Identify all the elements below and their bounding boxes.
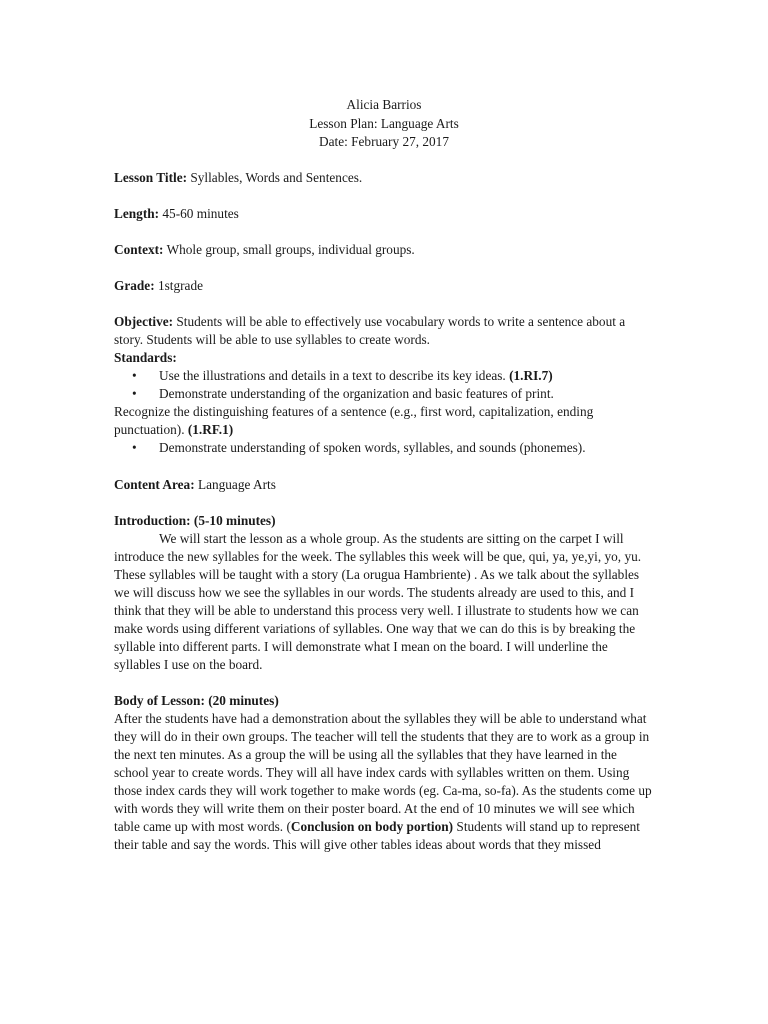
context-value: Whole group, small groups, individual groups. bbox=[163, 241, 415, 257]
objective-label: Objective: bbox=[114, 313, 174, 329]
body-of-lesson-paragraph bbox=[114, 710, 654, 854]
document-header bbox=[114, 96, 654, 152]
length-value: 45-60 minutes bbox=[159, 205, 239, 221]
standards-list-continued bbox=[114, 439, 654, 457]
list-item bbox=[114, 385, 654, 403]
context-label: Context: bbox=[114, 241, 164, 257]
lesson-title-label: Lesson Title: bbox=[114, 169, 188, 185]
lesson-title-field bbox=[114, 169, 654, 187]
list-item bbox=[114, 439, 654, 457]
objective-value: Students will be able to effectively use vocabulary words to write a sentence about a story. Students will be able to use syllables to create words. bbox=[114, 313, 626, 347]
standard-text: Use the illustrations and details in a text to describe its key ideas. bbox=[159, 367, 510, 383]
standard-text: Demonstrate understanding of spoken words, syllables, and sounds (phonemes). bbox=[159, 439, 586, 455]
objective-field bbox=[114, 313, 654, 349]
bullet-icon: • bbox=[132, 385, 137, 401]
standards-list bbox=[114, 367, 654, 403]
context-field bbox=[114, 241, 654, 259]
body-text: After the students have had a demonstration about the syllables they will be able to understand what they will do in their own groups. The teacher will tell the students that they are to work as a group in the next ten minutes. As a group the will be using all the syllables that they have learned in the school year to create words. They will all have index cards with syllables written on them. Using those index cards they will work together to make words (eg. Ca-ma, so-fa). As the students come up with words they will write them on their poster board. At the end of 10 minutes we will see which table came up with most words. ( bbox=[114, 710, 652, 834]
length-field bbox=[114, 205, 654, 223]
standard-code: (1.RF.1) bbox=[187, 421, 234, 437]
standard-text: Demonstrate understanding of the organization and basic features of print. bbox=[159, 385, 554, 401]
lesson-title-value: Syllables, Words and Sentences. bbox=[187, 169, 363, 185]
list-item bbox=[114, 367, 654, 385]
standards-label: Standards: bbox=[114, 349, 177, 365]
standard-continuation bbox=[114, 403, 654, 439]
introduction-heading: Introduction: (5-10 minutes) bbox=[114, 512, 276, 528]
content-area-field bbox=[114, 476, 654, 494]
standard-text: Recognize the distinguishing features of a sentence (e.g., first word, capitalization, ending punctuation). bbox=[114, 403, 594, 437]
grade-value: 1stgrade bbox=[154, 277, 203, 293]
lesson-date: Date: February 27, 2017 bbox=[319, 134, 449, 149]
grade-field bbox=[114, 277, 654, 295]
introduction-paragraph bbox=[114, 530, 654, 674]
bullet-icon: • bbox=[132, 367, 137, 383]
body-bold-text: Conclusion on body portion) bbox=[290, 818, 454, 834]
introduction-text: We will start the lesson as a whole group. As the students are sitting on the carpet I will introduce the new syllables for the week. The syllables this week will be que, qui, ya, ye,yi, yo, yu. These syllables will be taught with a story (La orugua Hambriente) . As we talk about the syllables we will discuss how we see the syllables in our words. The students already are used to this, and I think that they will be able to understand this process very well. I illustrate to students how we can make words using different variations of syllables. One way that we can do this is by breaking the syllable into different parts. I will demonstrate what I mean on the board. I will underline the syllables I use on the board. bbox=[114, 530, 642, 672]
body-text-end: Students will stand up to represent their table and say the words. This will give other tables ideas about words that they missed bbox=[114, 818, 640, 852]
body-of-lesson-heading: Body of Lesson: (20 minutes) bbox=[114, 692, 279, 708]
content-area-value: Language Arts bbox=[194, 476, 276, 492]
author-name: Alicia Barrios bbox=[346, 97, 422, 112]
lesson-plan-subject: Lesson Plan: Language Arts bbox=[309, 115, 459, 131]
content-area-label: Content Area: bbox=[114, 476, 195, 492]
document-page bbox=[114, 96, 654, 854]
standard-code: (1.RI.7) bbox=[509, 367, 553, 383]
grade-label: Grade: bbox=[114, 277, 155, 293]
length-label: Length: bbox=[114, 205, 160, 221]
bullet-icon: • bbox=[132, 439, 137, 455]
